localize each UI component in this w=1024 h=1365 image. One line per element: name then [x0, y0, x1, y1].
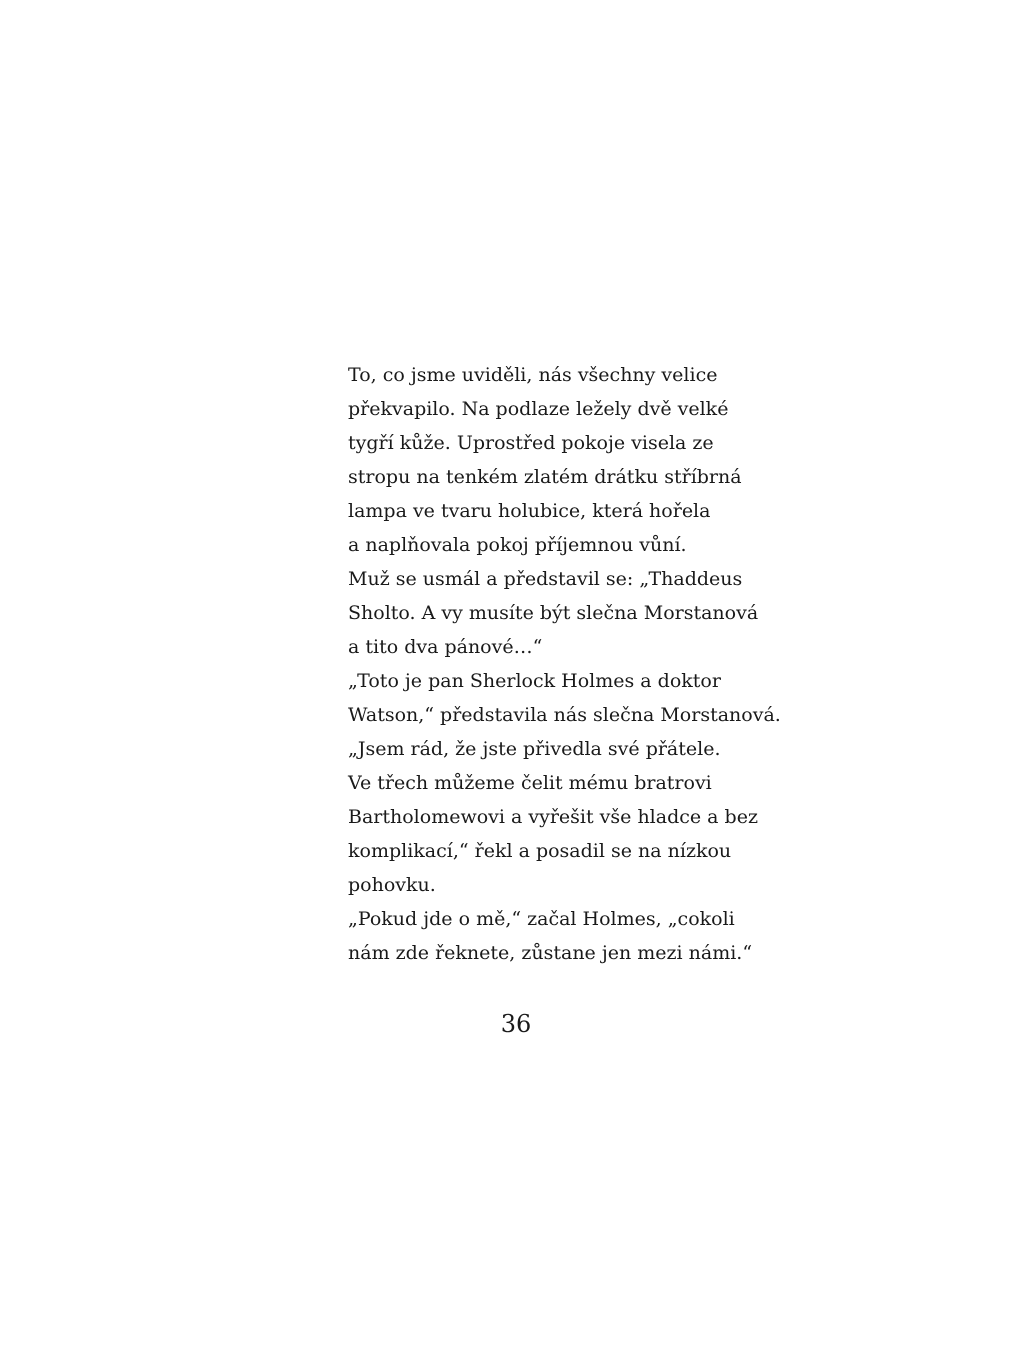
paragraph-1 [324, 358, 742, 562]
text-line: komplikací,“ řekl a posadil se na nízkou [348, 840, 732, 862]
text-line: a naplňovala pokoj příjemnou vůní. [348, 534, 687, 556]
text-line: překvapilo. Na podlaze ležely dvě velké [348, 398, 729, 420]
paragraph-2 [324, 562, 759, 664]
text-line: tygří kůže. Uprostřed pokoje visela ze [348, 432, 714, 454]
text-line: stropu na tenkém zlatém drátku stříbrná [348, 466, 742, 488]
text-line: „Jsem rád, že jste přivedla své přátele. [348, 738, 721, 760]
text-line: Muž se usmál a představil se: „Thaddeus [348, 568, 743, 590]
paragraph-3 [324, 664, 781, 732]
page-number: 36 [500, 1010, 532, 1038]
text-line: Bartholomewovi a vyřešit vše hladce a bez [348, 806, 758, 828]
text-line: a tito dva pánové…“ [348, 636, 543, 658]
text-line: Watson,“ představila nás slečna Morstanová. [348, 704, 781, 726]
text-line: Sholto. A vy musíte být slečna Morstanová [348, 602, 759, 624]
text-line: lampa ve tvaru holubice, která hořela [348, 500, 711, 522]
text-line: pohovku. [348, 874, 436, 896]
paragraph-4 [324, 732, 758, 902]
text-line: nám zde řeknete, zůstane jen mezi námi.“ [348, 942, 753, 964]
text-line: „Toto je pan Sherlock Holmes a doktor [348, 670, 721, 692]
text-line: „Pokud jde o mě,“ začal Holmes, „cokoli [348, 908, 735, 930]
body-text [324, 358, 781, 970]
text-line: Ve třech můžeme čelit mému bratrovi [348, 772, 712, 794]
text-line: To, co jsme uviděli, nás všechny velice [348, 364, 718, 386]
paragraph-5 [324, 902, 753, 970]
